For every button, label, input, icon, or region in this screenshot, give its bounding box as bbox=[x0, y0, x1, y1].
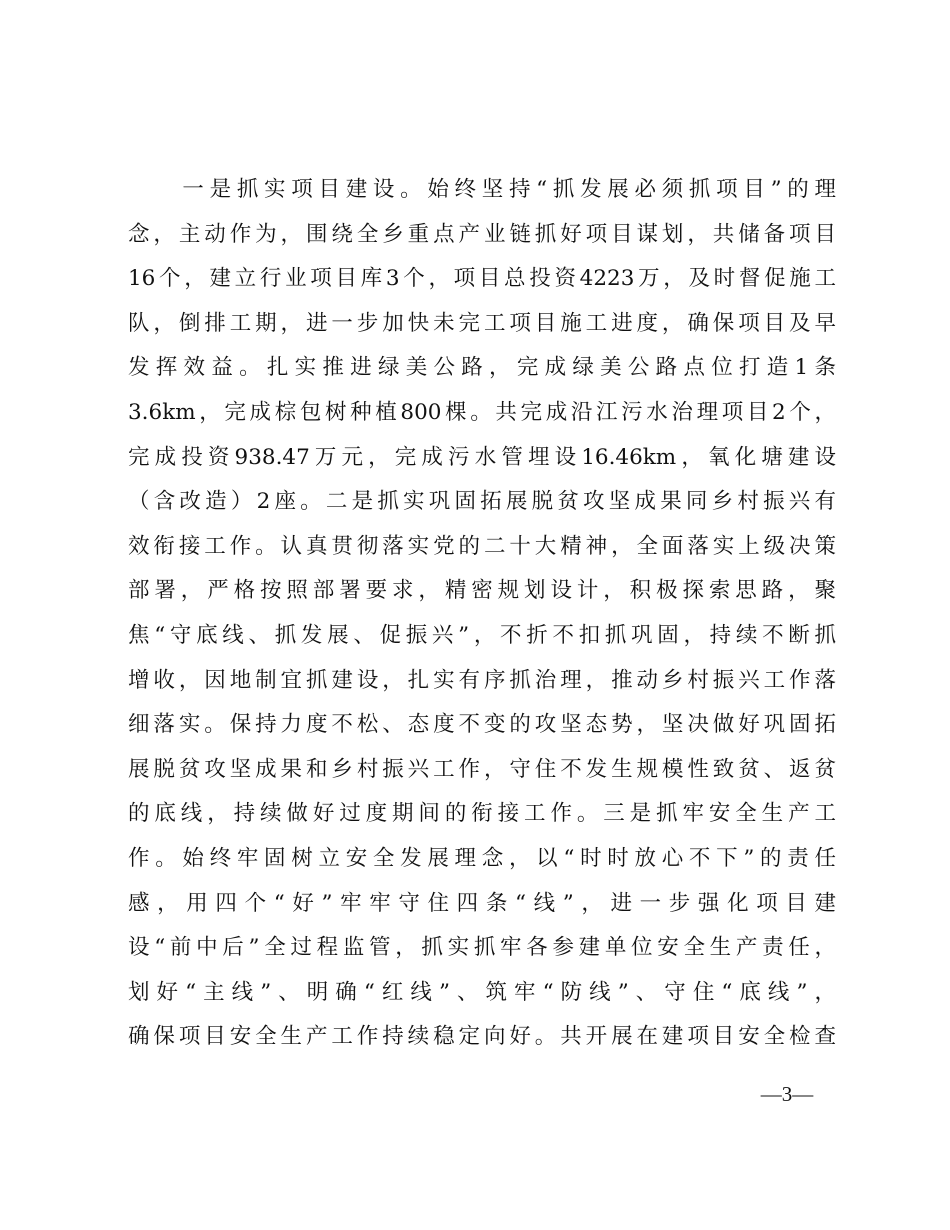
text-line: 念，主动作为，围绕全乡重点产业链抓好项目谋划，共储备项目 bbox=[128, 221, 836, 247]
text-line: 作。始终牢固树立安全发展理念，以“时时放心不下”的责任 bbox=[128, 845, 836, 871]
text-line: 划好“主线”、明确“红线”、筑牢“防线”、守住“底线”， bbox=[128, 979, 836, 1005]
text-line: 的底线，持续做好过度期间的衔接工作。三是抓牢安全生产工 bbox=[128, 801, 836, 827]
text-line: 3.6km，完成棕包树种植800棵。共完成沿江污水治理项目2个， bbox=[128, 399, 836, 425]
text-line: 完成投资938.47万元，完成污水管埋设16.46km，氧化塘建设 bbox=[128, 444, 836, 470]
text-line: 16个，建立行业项目库3个，项目总投资4223万，及时督促施工 bbox=[128, 266, 836, 292]
text-line: 队，倒排工期，进一步加快未完工项目施工进度，确保项目及早 bbox=[128, 310, 836, 336]
text-line: （含改造）2座。二是抓实巩固拓展脱贫攻坚成果同乡村振兴有 bbox=[128, 489, 836, 515]
text-line: 细落实。保持力度不松、态度不变的攻坚态势，坚决做好巩固拓 bbox=[128, 712, 836, 738]
text-line: 展脱贫攻坚成果和乡村振兴工作，守住不发生规模性致贫、返贫 bbox=[128, 756, 836, 782]
text-line: 焦“守底线、抓发展、促振兴”，不折不扣抓巩固，持续不断抓 bbox=[128, 622, 836, 648]
text-line: 部署，严格按照部署要求，精密规划设计，积极探索思路，聚 bbox=[128, 578, 836, 604]
text-line: 感，用四个“好”牢牢守住四条“线”，进一步强化项目建 bbox=[128, 890, 836, 916]
text-line: 效衔接工作。认真贯彻落实党的二十大精神，全面落实上级决策 bbox=[128, 533, 836, 559]
text-line: 发挥效益。扎实推进绿美公路，完成绿美公路点位打造1条 bbox=[128, 355, 836, 381]
page-number: —3— bbox=[760, 1082, 814, 1106]
text-line: 确保项目安全生产工作持续稳定向好。共开展在建项目安全检查 bbox=[128, 1024, 836, 1050]
text-line: 增收，因地制宜抓建设，扎实有序抓治理，推动乡村振兴工作落 bbox=[128, 667, 836, 693]
body-paragraph bbox=[128, 168, 836, 1060]
text-line: 一是抓实项目建设。始终坚持“抓发展必须抓项目”的理 bbox=[128, 177, 836, 202]
text-line: 设“前中后”全过程监管，抓实抓牢各参建单位安全生产责任， bbox=[128, 935, 836, 961]
